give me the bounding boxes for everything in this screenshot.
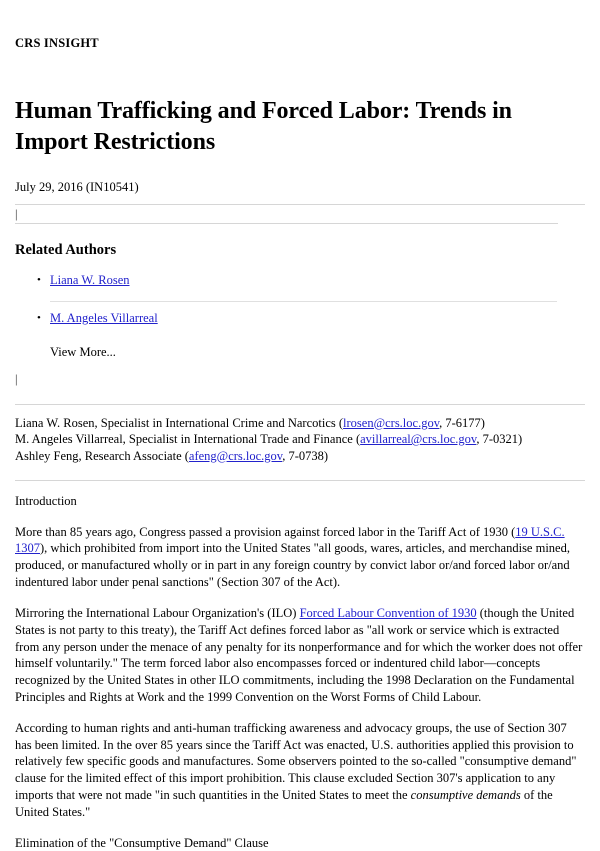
rule-container-top (15, 195, 585, 205)
caret-mark-top: | (15, 207, 18, 222)
usc-citation-link[interactable]: 19 U.S.C. 1307 (15, 524, 565, 556)
contact-prefix: M. Angeles Villarreal, Specialist in International Trade and Finance ( (15, 432, 361, 447)
masthead-label: CRS INSIGHT (15, 36, 99, 50)
caret-mark-middle: | (15, 371, 18, 386)
elimination-heading: Elimination of the "Consumptive Demand" Clause (15, 835, 269, 850)
paragraph-ilo-convention (15, 591, 585, 706)
contact-line (15, 448, 585, 465)
related-authors-heading: Related Authors (15, 242, 117, 259)
paragraph-tariff-act (15, 510, 585, 591)
introduction-heading: Introduction (15, 494, 77, 509)
emphasis-consumptive-demands: consumptive demands (410, 788, 521, 803)
view-more-link[interactable]: View More... (50, 344, 116, 359)
paragraph-text: More than 85 years ago, Congress passed a provision against forced labor in the Tariff Act of 1930 ( (15, 524, 516, 539)
paragraph-text: Mirroring the International Labour Organization's (ILO) (15, 605, 300, 620)
contact-suffix: , 7-0738) (282, 448, 329, 463)
publication-date: July 29, 2016 (IN10541) (15, 180, 139, 195)
caret-spacer (15, 360, 585, 370)
contact-email-link[interactable]: lrosen@crs.loc.gov (343, 415, 440, 430)
bullet-icon: • (37, 273, 41, 286)
contact-email-link[interactable]: avillarreal@crs.loc.gov (360, 432, 477, 447)
paragraph-text: ), which prohibited from import into the United States "all goods, wares, articles, and merchandise mined, produced, or manufactured wholly or in part in any foreign country by convict labor or/and forced labor or/and indentured labor under penal sanctions" (Section 307 of the Act). (15, 541, 570, 590)
contact-email-link[interactable]: afeng@crs.loc.gov (188, 448, 283, 463)
ilo-convention-link[interactable]: Forced Labour Convention of 1930 (299, 605, 477, 620)
rule-container-body (15, 464, 585, 481)
contact-prefix: Ashley Feng, Research Associate ( (15, 448, 189, 463)
contact-suffix: , 7-0321) (476, 432, 523, 447)
rule-container-contacts (15, 388, 585, 405)
paragraph-text: According to human rights and anti-human trafficking awareness and advocacy groups, the use of Section 307 has been limited. In the over 85 years since the Tariff Act was enacted, U.S. authorities applied this provision to relatively few specific goods and manufactures. Some observers pointed to the so-called "consumptive demand" clause for the limited effect of this import prohibition. This clause excluded Section 307's application to any imports that were not made "in such quantities in the United States to meet the (15, 720, 577, 803)
list-item[interactable] (15, 273, 585, 301)
list-item[interactable] (15, 311, 585, 339)
related-authors-list-2 (15, 302, 585, 339)
contact-suffix: , 7-6177) (439, 415, 485, 430)
page-title: Human Trafficking and Forced Labor: Trends in Import Restrictions (15, 97, 512, 155)
contact-line (15, 415, 585, 432)
paragraph-text: (though the United States is not party to this treaty), the Tariff Act defines forced labor as "all work or service which is extracted from any person under the menace of any penalty for its nonperformance and for which the worker does not offer himself voluntarily." The term forced labor also encompasses forced or indentured child labor—concepts recognized by the United States in other ILO commitments, including the 1998 Declaration on the Fundamental Principles and Rights at Work and the 1999 Convention on the Worst Forms of Child Labour. (15, 605, 583, 704)
contact-prefix: Liana W. Rosen, Specialist in International Crime and Narcotics ( (15, 415, 344, 430)
contact-block (15, 405, 585, 465)
bullet-icon: • (37, 311, 41, 324)
contact-line (15, 431, 585, 448)
paragraph-section-307-use (15, 706, 585, 821)
paragraph-text: of the United States." (15, 788, 553, 819)
author-link[interactable]: Liana W. Rosen (50, 272, 130, 287)
related-authors-list (15, 260, 585, 301)
author-link[interactable]: M. Angeles Villarreal (50, 310, 158, 325)
